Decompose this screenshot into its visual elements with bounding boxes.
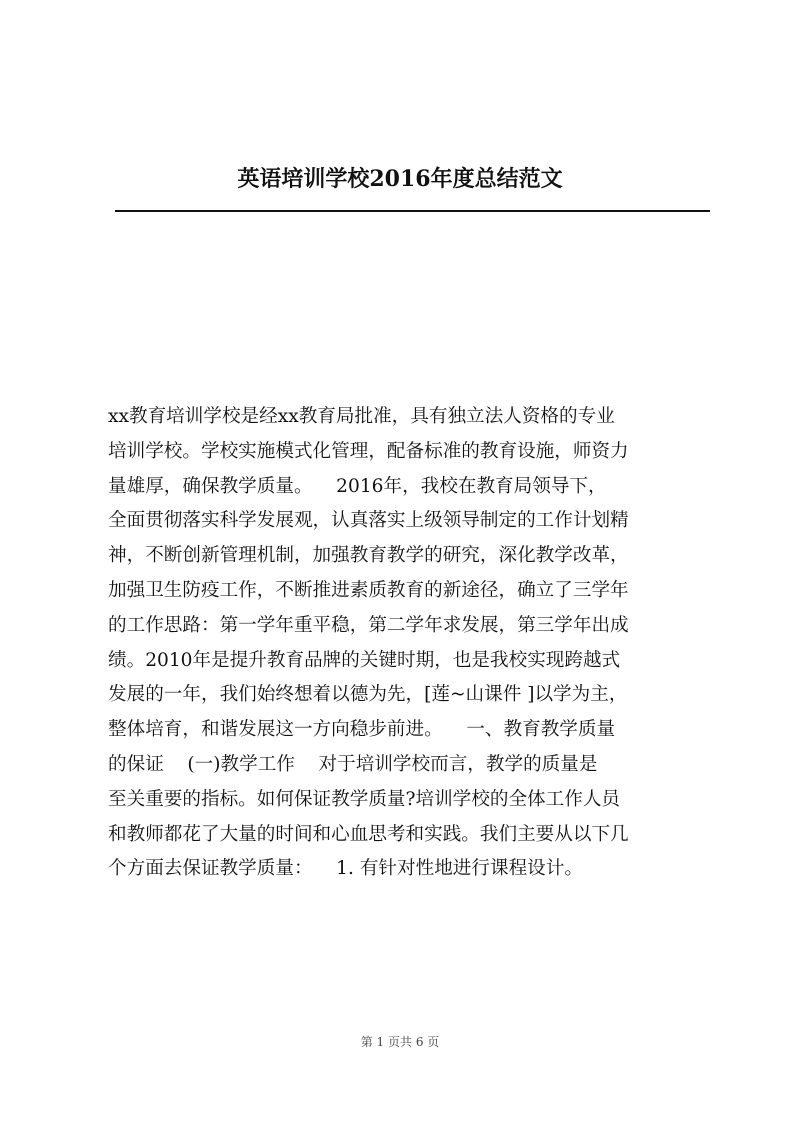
text-line: 的工作思路：第一学年重平稳，第二学年求发展，第三学年出成 xyxy=(108,614,629,636)
text-line: 整体培育，和谐发展这一方向稳步前进。 一、教育教学质量 xyxy=(108,719,616,741)
text-line: xx教育培训学校是经xx教育局批准，具有独立法人资格的专业 xyxy=(108,406,615,427)
text-line: 和教师都花了大量的时间和心血思考和实践。我们主要从以下几 xyxy=(108,823,629,845)
text-line: 全面贯彻落实科学发展观，认真落实上级领导制定的工作计划精 xyxy=(108,510,629,532)
text-line: 神，不断创新管理机制，加强教育教学的研究，深化教学改革， xyxy=(108,545,629,567)
title-underline xyxy=(115,210,710,212)
text-line: 的保证 (一)教学工作 对于培训学校而言，教学的质量是 xyxy=(108,753,598,775)
page-number-footer: 第 1 页共 6 页 xyxy=(360,1035,440,1049)
text-line: 培训学校。学校实施模式化管理，配备标准的教育设施，师资力 xyxy=(108,440,629,462)
text-line: 加强卫生防疫工作，不断推进素质教育的新途径，确立了三学年 xyxy=(108,579,629,601)
page-title: 英语培训学校2016年度总结范文 xyxy=(237,166,563,192)
text-line: 至关重要的指标。如何保证教学质量?培训学校的全体工作人员 xyxy=(108,788,621,810)
text-line: 量雄厚，确保教学质量。 2016年，我校在教育局领导下， xyxy=(108,475,607,497)
text-line: 绩。2010年是提升教育品牌的关键时期，也是我校实现跨越式 xyxy=(108,649,621,671)
text-line: 发展的一年，我们始终想着以德为先，[莲~山课件 ]以学为主， xyxy=(108,684,628,706)
text-line: 个方面去保证教学质量： 1. 有针对性地进行课程设计。 xyxy=(108,858,583,880)
body-paragraph xyxy=(108,400,710,887)
